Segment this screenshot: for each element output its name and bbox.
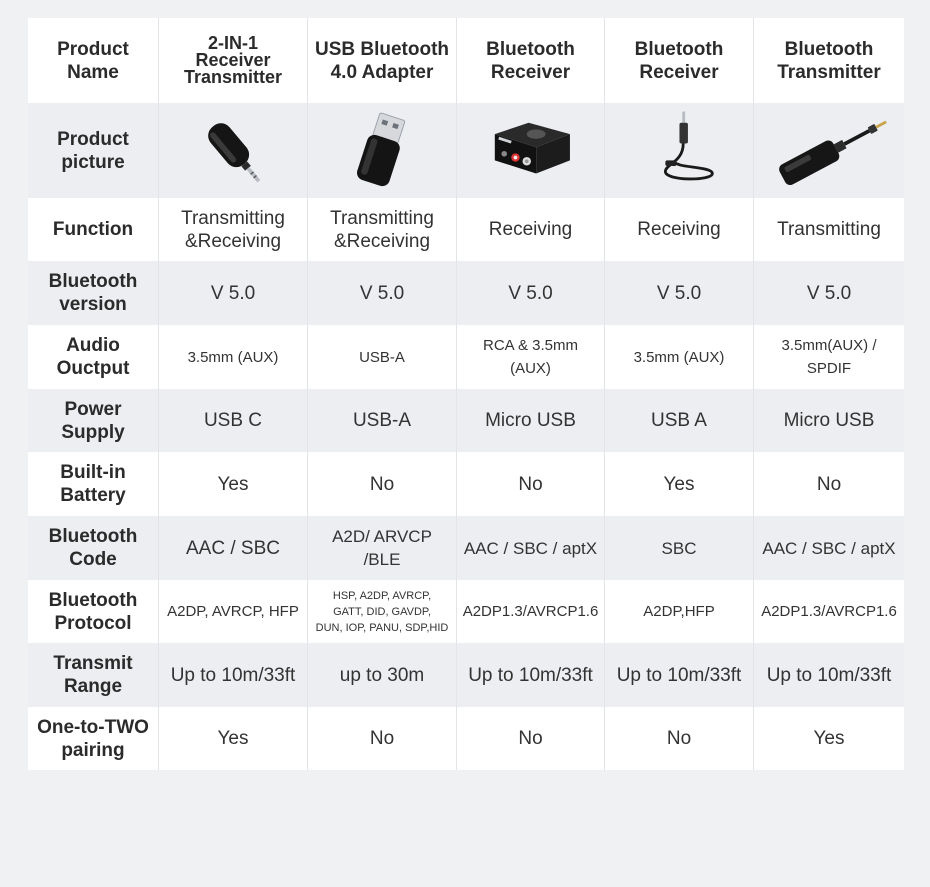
function-value: Receiving xyxy=(605,198,754,261)
header-product-name: Product Name xyxy=(28,18,159,103)
comparison-table xyxy=(28,18,904,770)
header-bt-transmitter: Bluetooth Transmitter xyxy=(754,18,904,103)
pairing-value: No xyxy=(457,707,605,770)
bluetooth-version-value: V 5.0 xyxy=(159,261,308,325)
transmit-range-value: up to 30m xyxy=(308,643,457,707)
pairing-value: Yes xyxy=(159,707,308,770)
bluetooth-protocol-value: A2DP,HFP xyxy=(605,580,754,643)
bluetooth-protocol-value: A2DP1.3/AVRCP1.6 xyxy=(457,580,605,643)
bluetooth-version-value: V 5.0 xyxy=(754,261,904,325)
bluetooth-protocol-value: A2DP1.3/AVRCP1.6 xyxy=(754,580,904,643)
product-image-cable-receiver xyxy=(605,103,754,198)
row-label-bluetooth-version: Bluetooth version xyxy=(28,261,159,325)
bluetooth-protocol-value: A2DP, AVRCP, HFP xyxy=(159,580,308,643)
transmitter-icon xyxy=(758,103,900,198)
bluetooth-version-value: V 5.0 xyxy=(457,261,605,325)
power-supply-value: Micro USB xyxy=(457,389,605,452)
function-value: Transmitting xyxy=(754,198,904,261)
row-label-transmit-range: Transmit Range xyxy=(28,643,159,707)
bluetooth-code-value: A2D/ ARVCP /BLE xyxy=(308,516,457,580)
battery-value: Yes xyxy=(605,452,754,516)
power-supply-value: USB C xyxy=(159,389,308,452)
header-bt-receiver-1: Bluetooth Receiver xyxy=(457,18,605,103)
aux-dongle-icon xyxy=(163,103,303,198)
bluetooth-version-value: V 5.0 xyxy=(605,261,754,325)
row-label-bluetooth-code: Bluetooth Code xyxy=(28,516,159,580)
bluetooth-code-value: AAC / SBC / aptX xyxy=(457,516,605,580)
row-label-bluetooth-protocol: Bluetooth Protocol xyxy=(28,580,159,643)
product-image-receiver-box xyxy=(457,103,605,198)
header-usb-adapter: USB Bluetooth 4.0 Adapter xyxy=(308,18,457,103)
product-image-transmitter xyxy=(754,103,904,198)
audio-output-value: RCA & 3.5mm (AUX) xyxy=(457,325,605,389)
power-supply-value: USB-A xyxy=(308,389,457,452)
bluetooth-code-value: SBC xyxy=(605,516,754,580)
bluetooth-protocol-value: HSP, A2DP, AVRCP, GATT, DID, GAVDP, DUN, IOP, PANU, SDP,HID xyxy=(308,580,457,643)
battery-value: Yes xyxy=(159,452,308,516)
row-label-battery: Built-in Battery xyxy=(28,452,159,516)
aux-cable-receiver-icon xyxy=(609,103,749,198)
audio-output-value: 3.5mm (AUX) xyxy=(605,325,754,389)
bluetooth-code-value: AAC / SBC / aptX xyxy=(754,516,904,580)
product-image-usb-adapter xyxy=(308,103,457,198)
battery-value: No xyxy=(457,452,605,516)
row-label-power-supply: Power Supply xyxy=(28,389,159,452)
pairing-value: No xyxy=(308,707,457,770)
function-value: Receiving xyxy=(457,198,605,261)
power-supply-value: Micro USB xyxy=(754,389,904,452)
receiver-box-icon xyxy=(461,103,600,198)
pairing-value: Yes xyxy=(754,707,904,770)
usb-adapter-icon xyxy=(312,103,452,198)
row-label-picture: Product picture xyxy=(28,103,159,198)
transmit-range-value: Up to 10m/33ft xyxy=(457,643,605,707)
pairing-value: No xyxy=(605,707,754,770)
product-image-2in1 xyxy=(159,103,308,198)
bluetooth-version-value: V 5.0 xyxy=(308,261,457,325)
row-label-audio-output: Audio Ouctput xyxy=(28,325,159,389)
function-value: Transmitting &Receiving xyxy=(308,198,457,261)
transmit-range-value: Up to 10m/33ft xyxy=(159,643,308,707)
battery-value: No xyxy=(308,452,457,516)
audio-output-value: 3.5mm(AUX) / SPDIF xyxy=(754,325,904,389)
bluetooth-code-value: AAC / SBC xyxy=(159,516,308,580)
battery-value: No xyxy=(754,452,904,516)
power-supply-value: USB A xyxy=(605,389,754,452)
transmit-range-value: Up to 10m/33ft xyxy=(605,643,754,707)
function-value: Transmitting &Receiving xyxy=(159,198,308,261)
header-bt-receiver-2: Bluetooth Receiver xyxy=(605,18,754,103)
row-label-function: Function xyxy=(28,198,159,261)
transmit-range-value: Up to 10m/33ft xyxy=(754,643,904,707)
row-label-pairing: One-to-TWO pairing xyxy=(28,707,159,770)
audio-output-value: USB-A xyxy=(308,325,457,389)
header-2in1: 2-IN-1 Receiver Transmitter xyxy=(159,18,308,103)
audio-output-value: 3.5mm (AUX) xyxy=(159,325,308,389)
